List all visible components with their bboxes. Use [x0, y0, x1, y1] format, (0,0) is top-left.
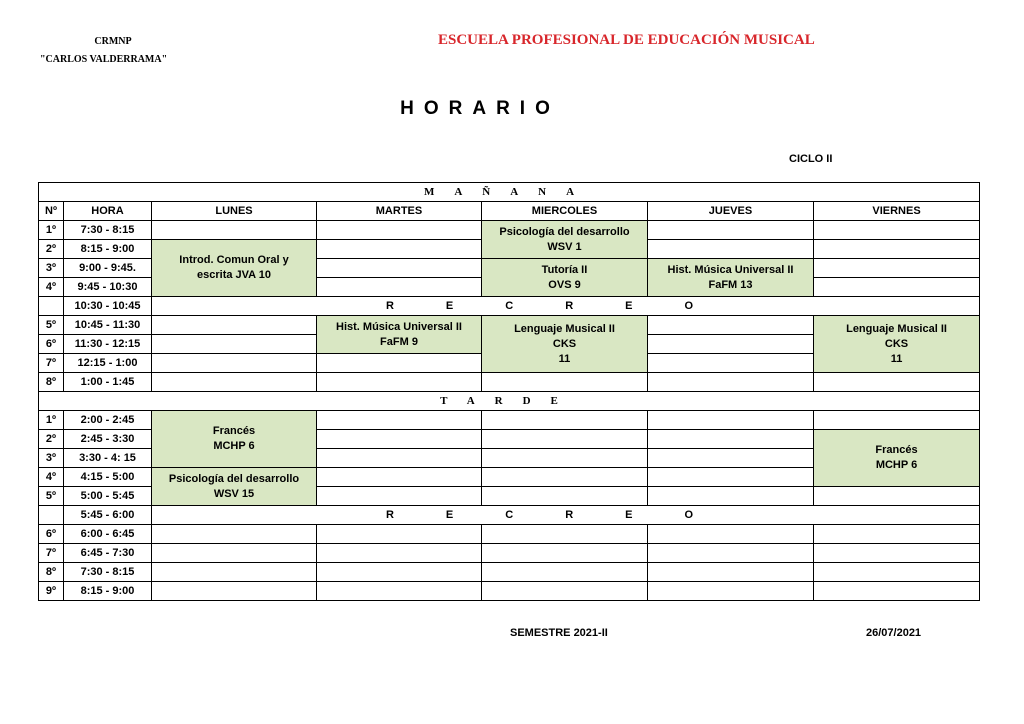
course-name: Tutoría II	[541, 263, 588, 276]
institution-name: "CARLOS VALDERRAMA"	[40, 54, 168, 65]
col-martes: MARTES	[317, 202, 482, 221]
col-lunes: LUNES	[152, 202, 317, 221]
table-row	[39, 525, 980, 544]
course-name: Lenguaje Musical II	[514, 322, 615, 335]
col-viernes: VIERNES	[814, 202, 980, 221]
col-hora: HORA	[64, 202, 152, 221]
row-time: 2:00 - 2:45	[64, 411, 152, 430]
cell-empty	[152, 335, 317, 354]
cell-empty	[814, 278, 980, 297]
course-name: Hist. Música Universal II	[336, 320, 462, 333]
row-time: 12:15 - 1:00	[64, 354, 152, 373]
cell-empty	[482, 525, 648, 544]
cell-empty	[648, 240, 814, 259]
row-number: 1º	[39, 411, 64, 430]
course-fri-lenguaje	[814, 316, 980, 373]
morning-section-row	[39, 183, 980, 202]
row-time: 8:15 - 9:00	[64, 240, 152, 259]
break-label: RECREO	[152, 297, 980, 316]
course-name: Francés	[212, 425, 256, 437]
cell-empty	[648, 449, 814, 468]
row-number: 7º	[39, 354, 64, 373]
date-label: 26/07/2021	[866, 627, 922, 639]
course-teacher: CKS	[552, 337, 577, 350]
cell-empty	[648, 373, 814, 392]
row-time: 7:30 - 8:15	[64, 563, 152, 582]
row-number: 2º	[39, 430, 64, 449]
row-number: 6º	[39, 335, 64, 354]
break-label: RECREO	[152, 506, 980, 525]
row-number: 2º	[39, 240, 64, 259]
row-time: 5:45 - 6:00	[64, 506, 152, 525]
cell-empty	[152, 221, 317, 240]
course-teacher: WSV 15	[213, 487, 255, 500]
row-number	[39, 297, 64, 316]
cell-empty	[814, 240, 980, 259]
cell-empty	[814, 563, 980, 582]
cell-empty	[814, 259, 980, 278]
table-row	[39, 373, 980, 392]
cycle-label: CICLO II	[789, 153, 833, 165]
course-teacher: FaFM 9	[380, 335, 418, 348]
cell-empty	[482, 430, 648, 449]
course-name: Hist. Música Universal II	[667, 263, 794, 276]
cell-empty	[317, 487, 482, 506]
semester-label: SEMESTRE 2021-II	[510, 627, 608, 639]
course-teacher: CKS	[884, 337, 909, 350]
cell-empty	[152, 316, 317, 335]
course-room: 11	[558, 352, 571, 365]
cell-empty	[482, 449, 648, 468]
cell-empty	[317, 240, 482, 259]
cell-empty	[814, 221, 980, 240]
cell-empty	[482, 411, 648, 430]
course-room: 11	[890, 352, 903, 365]
course-thu-historia	[648, 259, 814, 297]
cell-empty	[317, 563, 482, 582]
course-wed-psicologia	[482, 221, 648, 259]
row-time: 3:30 - 4: 15	[64, 449, 152, 468]
row-time: 8:15 - 9:00	[64, 582, 152, 601]
cell-empty	[648, 335, 814, 354]
break-row	[39, 506, 980, 525]
row-time: 9:00 - 9:45.	[64, 259, 152, 278]
afternoon-label: TARDE	[39, 392, 980, 411]
course-mon-frances	[152, 411, 317, 468]
col-number: Nº	[39, 202, 64, 221]
page-title: HORARIO	[400, 98, 560, 119]
cell-empty	[317, 468, 482, 487]
cell-empty	[814, 582, 980, 601]
cell-empty	[317, 582, 482, 601]
row-number: 6º	[39, 525, 64, 544]
cell-empty	[317, 221, 482, 240]
course-fri-frances	[814, 430, 980, 487]
table-row	[39, 582, 980, 601]
cell-empty	[648, 563, 814, 582]
cell-empty	[814, 525, 980, 544]
cell-empty	[648, 354, 814, 373]
course-mon-comunicacion	[152, 240, 317, 297]
cell-empty	[482, 373, 648, 392]
row-time: 7:30 - 8:15	[64, 221, 152, 240]
cell-empty	[152, 354, 317, 373]
row-number: 9º	[39, 582, 64, 601]
row-number: 8º	[39, 373, 64, 392]
col-miercoles: MIERCOLES	[482, 202, 648, 221]
cell-empty	[317, 354, 482, 373]
cell-empty	[317, 525, 482, 544]
cell-empty	[648, 221, 814, 240]
row-number: 4º	[39, 278, 64, 297]
table-row	[39, 316, 980, 335]
col-jueves: JUEVES	[648, 202, 814, 221]
row-number: 5º	[39, 487, 64, 506]
cell-empty	[482, 468, 648, 487]
cell-empty	[648, 316, 814, 335]
cell-empty	[648, 430, 814, 449]
cell-empty	[648, 544, 814, 563]
course-teacher: escrita JVA 10	[197, 269, 271, 281]
course-teacher: FaFM 13	[708, 278, 753, 291]
break-row	[39, 297, 980, 316]
course-teacher: OVS 9	[548, 278, 581, 291]
row-time: 6:45 - 7:30	[64, 544, 152, 563]
morning-label: MAÑANA	[39, 183, 980, 202]
cell-empty	[317, 430, 482, 449]
row-number: 8º	[39, 563, 64, 582]
course-teacher: MCHP 6	[875, 459, 918, 471]
cell-empty	[482, 544, 648, 563]
cell-empty	[317, 373, 482, 392]
table-row	[39, 544, 980, 563]
row-number: 7º	[39, 544, 64, 563]
row-time: 10:45 - 11:30	[64, 316, 152, 335]
row-time: 9:45 - 10:30	[64, 278, 152, 297]
cell-empty	[317, 278, 482, 297]
table-row	[39, 221, 980, 240]
cell-empty	[648, 582, 814, 601]
header-row	[39, 202, 980, 221]
cell-empty	[648, 525, 814, 544]
cell-empty	[814, 411, 980, 430]
row-number: 3º	[39, 259, 64, 278]
cell-empty	[152, 544, 317, 563]
cell-empty	[814, 373, 980, 392]
row-time: 10:30 - 10:45	[64, 297, 152, 316]
afternoon-section-row	[39, 392, 980, 411]
cell-empty	[317, 449, 482, 468]
course-wed-lenguaje	[482, 316, 648, 373]
row-time: 2:45 - 3:30	[64, 430, 152, 449]
row-number: 3º	[39, 449, 64, 468]
table-row	[39, 411, 980, 430]
row-time: 11:30 - 12:15	[64, 335, 152, 354]
row-number: 5º	[39, 316, 64, 335]
course-name: Psicología del desarrollo	[168, 472, 300, 485]
row-time: 1:00 - 1:45	[64, 373, 152, 392]
course-tue-historia	[317, 316, 482, 354]
cell-empty	[317, 259, 482, 278]
institution-short: CRMNP	[94, 36, 132, 47]
row-number: 1º	[39, 221, 64, 240]
course-wed-tutoria	[482, 259, 648, 297]
course-name: Lenguaje Musical II	[846, 322, 947, 335]
table-row	[39, 563, 980, 582]
cell-empty	[648, 411, 814, 430]
cell-empty	[152, 563, 317, 582]
course-name: Psicología del desarrollo	[499, 225, 630, 238]
course-teacher: MCHP 6	[213, 440, 255, 452]
cell-empty	[482, 563, 648, 582]
row-time: 6:00 - 6:45	[64, 525, 152, 544]
cell-empty	[152, 582, 317, 601]
course-mon-psicologia	[152, 468, 317, 506]
course-name: Introd. Comun Oral y	[179, 254, 289, 266]
cell-empty	[482, 487, 648, 506]
cell-empty	[152, 373, 317, 392]
schedule-table	[38, 182, 980, 601]
row-time: 4:15 - 5:00	[64, 468, 152, 487]
cell-empty	[648, 487, 814, 506]
course-teacher: WSV 1	[547, 240, 582, 253]
cell-empty	[317, 544, 482, 563]
course-name: Francés	[875, 444, 918, 456]
cell-empty	[814, 487, 980, 506]
row-number	[39, 506, 64, 525]
cell-empty	[317, 411, 482, 430]
row-number: 4º	[39, 468, 64, 487]
cell-empty	[814, 544, 980, 563]
row-time: 5:00 - 5:45	[64, 487, 152, 506]
school-name: ESCUELA PROFESIONAL DE EDUCACIÓN MUSICAL	[438, 32, 815, 48]
cell-empty	[482, 582, 648, 601]
cell-empty	[152, 525, 317, 544]
cell-empty	[648, 468, 814, 487]
